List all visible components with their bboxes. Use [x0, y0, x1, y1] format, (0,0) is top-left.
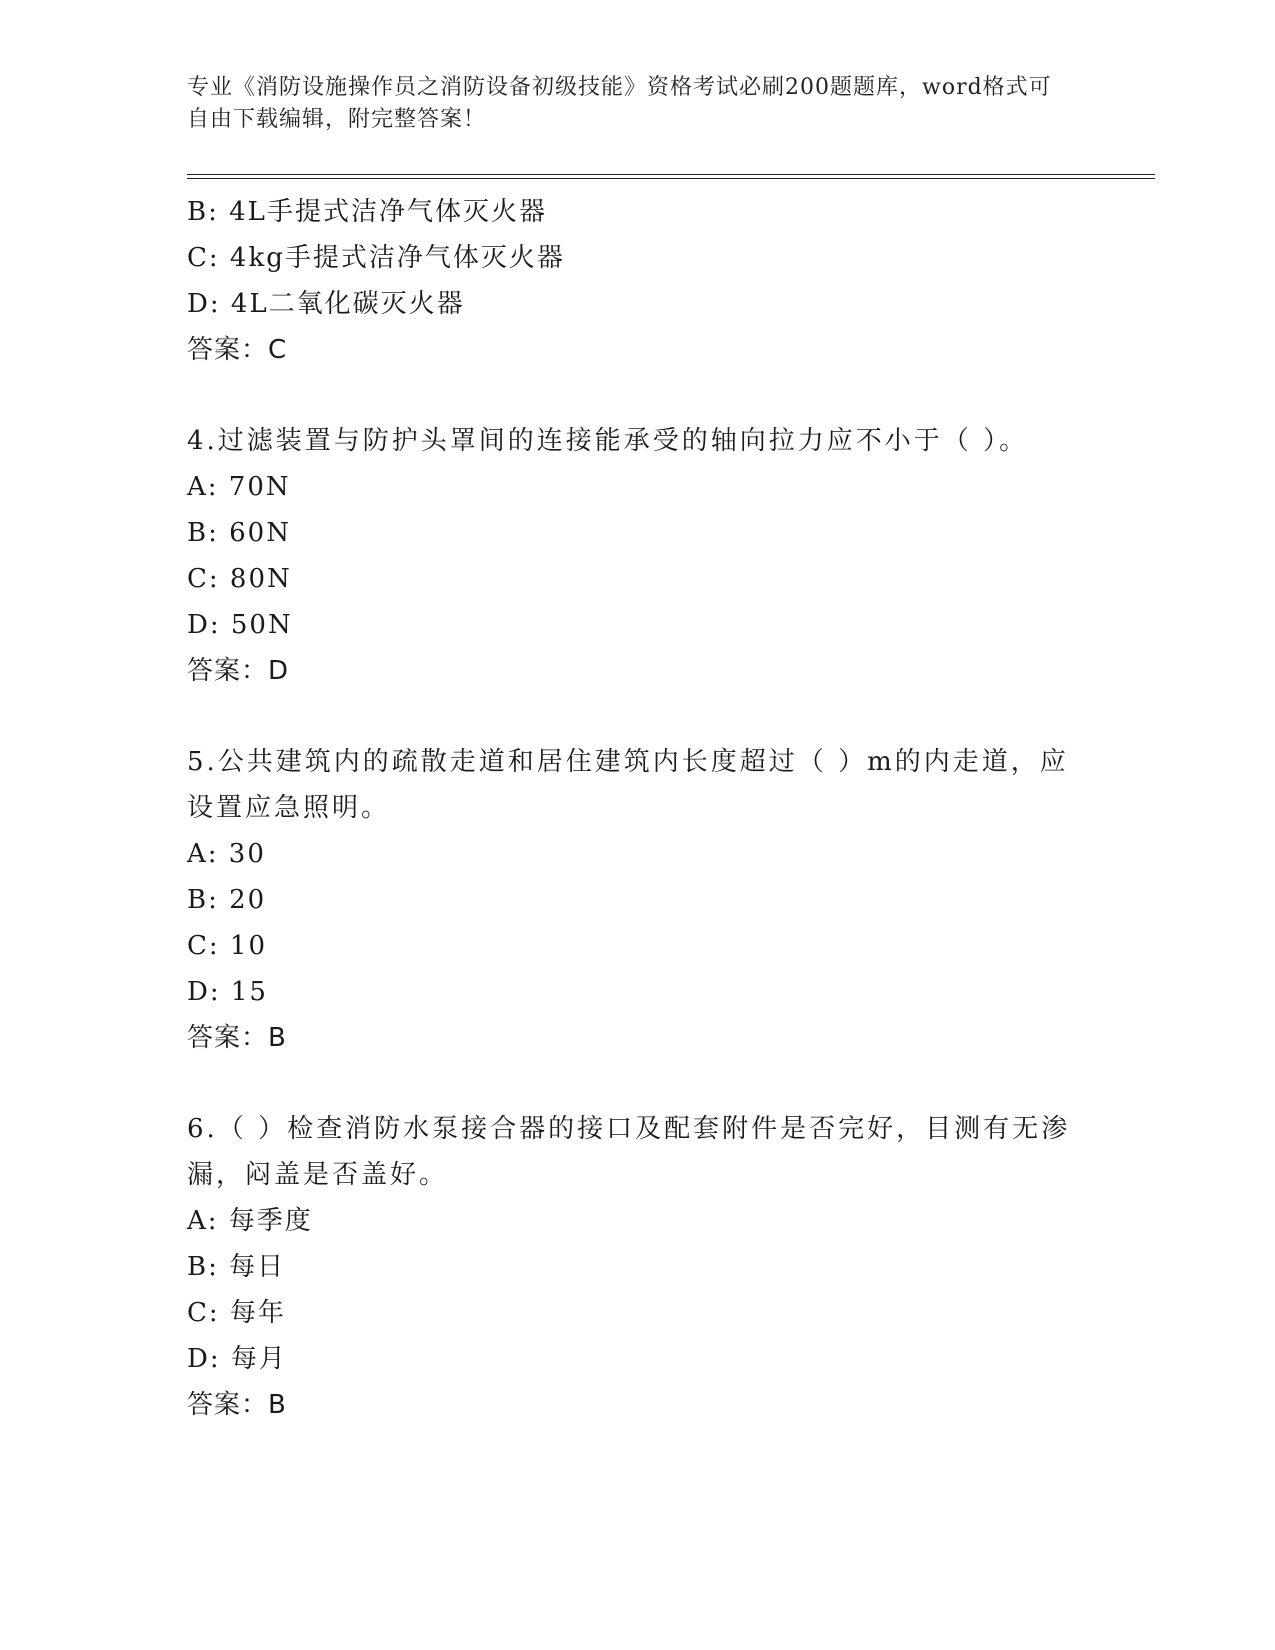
- answer-line: 答案：C: [187, 335, 288, 365]
- header-rule-top: [187, 174, 1155, 175]
- option-b: B: 20: [187, 885, 267, 915]
- option-d: D: 每月: [187, 1344, 287, 1374]
- option-b: B: 60N: [187, 518, 291, 548]
- option-c: C: 80N: [187, 564, 292, 594]
- option-c: C: 10: [187, 931, 268, 961]
- option-a: A: 30: [187, 839, 266, 869]
- question-stem: 4.过滤装置与防护头罩间的连接能承受的轴向拉力应不小于（ ）。: [187, 426, 1029, 456]
- spacer: [187, 694, 1087, 739]
- spacer: [187, 1061, 1087, 1106]
- question-stem: 5.公共建筑内的疏散走道和居住建筑内长度超过（ ）m的内走道，应设置应急照明。: [187, 747, 1069, 823]
- page-header: [187, 72, 1067, 136]
- option-b: B: 每日: [187, 1252, 286, 1282]
- document-body: [187, 189, 1087, 1428]
- question-stem: 6.（ ）检查消防水泵接合器的接口及配套附件是否完好，目测有无渗漏，闷盖是否盖好。: [187, 1114, 1071, 1190]
- option-a: A: 70N: [187, 472, 291, 502]
- question-4: [187, 418, 1087, 694]
- answer-line: 答案：D: [187, 656, 290, 686]
- header-text: 专业《消防设施操作员之消防设备初级技能》资格考试必刷200题题库，word格式可自由下载编辑，附完整答案！: [187, 75, 1052, 132]
- spacer: [187, 373, 1087, 418]
- question-6: [187, 1106, 1087, 1428]
- option-d: D: 4L二氧化碳灭火器: [187, 289, 465, 319]
- option-b: B: 4L手提式洁净气体灭火器: [187, 197, 547, 227]
- answer-line: 答案：B: [187, 1390, 287, 1420]
- answer-line: 答案：B: [187, 1023, 287, 1053]
- question-3-continued: [187, 189, 1087, 373]
- option-d: D: 50N: [187, 610, 293, 640]
- option-d: D: 15: [187, 977, 268, 1007]
- option-c: C: 4kg手提式洁净气体灭火器: [187, 243, 565, 273]
- option-a: A: 每季度: [187, 1206, 313, 1236]
- question-5: [187, 739, 1087, 1061]
- option-c: C: 每年: [187, 1298, 286, 1328]
- header-rule-bottom: [187, 178, 1155, 179]
